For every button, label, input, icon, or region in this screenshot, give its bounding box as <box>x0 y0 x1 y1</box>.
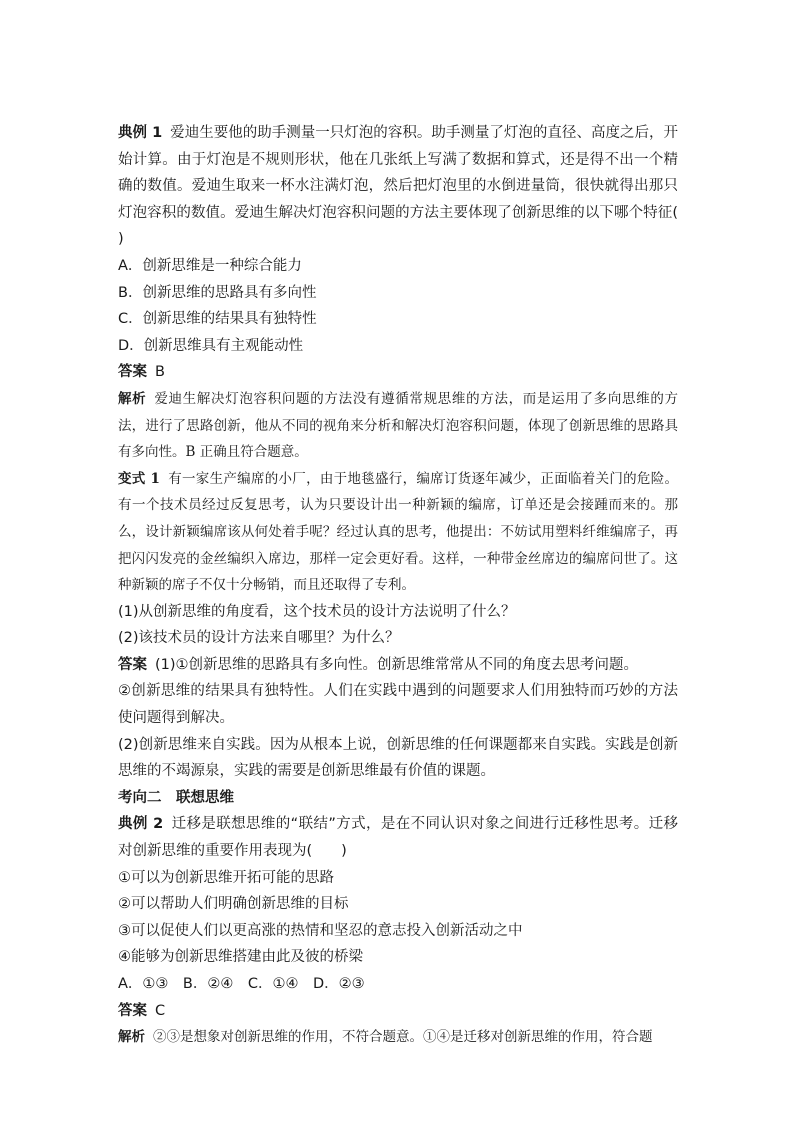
variant-1-question-2: (2)该技术员的设计方法来自哪里？为什么？ <box>118 630 400 647</box>
variant-1-answer-2: ②创新思维的结果具有独特性。人们在实践中遇到的问题要求人们用独特而巧妙的方法使问题得到解决。 <box>118 683 678 727</box>
answer-text: (1)①创新思维的思路具有多向性。创新思维常常从不同的角度去思考问题。 <box>155 656 639 673</box>
example-1-option-b: B．创新思维的思路具有多向性 <box>118 284 317 301</box>
analysis-label: 解析 <box>118 390 147 407</box>
example-2-text: 迁移是联想思维的“联结”方式，是在不同认识对象之间进行迁移性思考。迁移对创新思维的重要作用表现为( ) <box>118 816 678 860</box>
page-content <box>118 120 707 1051</box>
example-1-text: 爱迪生要他的助手测量一只灯泡的容积。助手测量了灯泡的直径、高度之后，开始计算。由于灯泡是不规则形状，他在几张纸上写满了数据和算式，还是得不出一个精确的数值。爱迪生取来一杯水注满灯泡，然后把灯泡里的水倒进量筒，很快就得出那只灯泡容积的数值。爱迪生解决灯泡容积问题的方法主要体现了创新思维的以下哪个特征( ) <box>118 125 707 248</box>
example-2-label: 典例 2 <box>118 816 164 833</box>
variant-1-text <box>118 466 678 599</box>
variant-1-answer-1 <box>118 652 678 679</box>
example-2-question <box>118 811 678 864</box>
example-1-analysis <box>118 386 678 466</box>
answer-label: 答案 <box>118 656 147 673</box>
answer-value: C <box>155 1002 166 1019</box>
variant-1-answer-3: (2)创新思维来自实践。因为从根本上说，创新思维的任何课题都来自实践。实践是创新思维的不竭源泉，实践的需要是创新思维最有价值的课题。 <box>118 736 678 780</box>
example-1-question <box>118 120 707 253</box>
variant-1-label: 变式 1 <box>118 470 160 487</box>
example-2-item-3: ③可以促使人们以更高涨的热情和坚忍的意志投入创新活动之中 <box>118 922 523 939</box>
analysis-text: 爱迪生解决灯泡容积问题的方法没有遵循常规思维的方法，而是运用了多向思维的方法，进行了思路创新，他从不同的视角来分析和解决灯泡容积问题，体现了创新思维的思路具有多向性。B 正确且符合题意。 <box>118 390 679 461</box>
example-2-item-1: ①可以为创新思维开拓可能的思路 <box>118 869 334 886</box>
variant-1-question-1: (1)从创新思维的角度看，这个技术员的设计方法说明了什么？ <box>118 603 516 620</box>
answer-value: B <box>155 364 165 381</box>
variant-1-body: 有一家生产编席的小厂，由于地毯盛行，编席订货逐年减少，正面临着关门的危险。有一个技术员经过反复思考，认为只要设计出一种新颖的编席，订单还是会接踵而来的。那么，设计新颖编席该从何处着手呢？经过认真的思考，他提出：不妨试用塑料纤维编席子，再把闪闪发亮的金丝编织入席边，那样一定会更好看。这样，一种带金丝席边的编席问世了。这种新颖的席子不仅十分畅销，而且还取得了专利。 <box>118 470 679 594</box>
answer-label: 答案 <box>118 1002 147 1019</box>
example-1-answer <box>118 359 678 386</box>
example-1-option-d: D．创新思维具有主观能动性 <box>118 337 304 354</box>
analysis-label: 解析 <box>118 1029 145 1046</box>
example-1-option-c: C．创新思维的结果具有独特性 <box>118 311 317 328</box>
example-2-analysis <box>118 1024 678 1051</box>
example-2-answer <box>118 998 678 1025</box>
analysis-text: ②③是想象对创新思维的作用，不符合题意。①④是迁移对创新思维的作用，符合题 <box>153 1029 653 1046</box>
answer-label: 答案 <box>118 364 147 381</box>
example-1-label: 典例 1 <box>118 125 163 141</box>
example-1-option-a: A．创新思维是一种综合能力 <box>118 257 302 274</box>
section-heading: 考向二 联想思维 <box>118 789 234 806</box>
example-2-options: A．①③ B．②④ C．①④ D．②③ <box>118 976 365 992</box>
example-2-item-4: ④能够为创新思维搭建由此及彼的桥梁 <box>118 949 363 966</box>
example-2-item-2: ②可以帮助人们明确创新思维的目标 <box>118 896 349 913</box>
